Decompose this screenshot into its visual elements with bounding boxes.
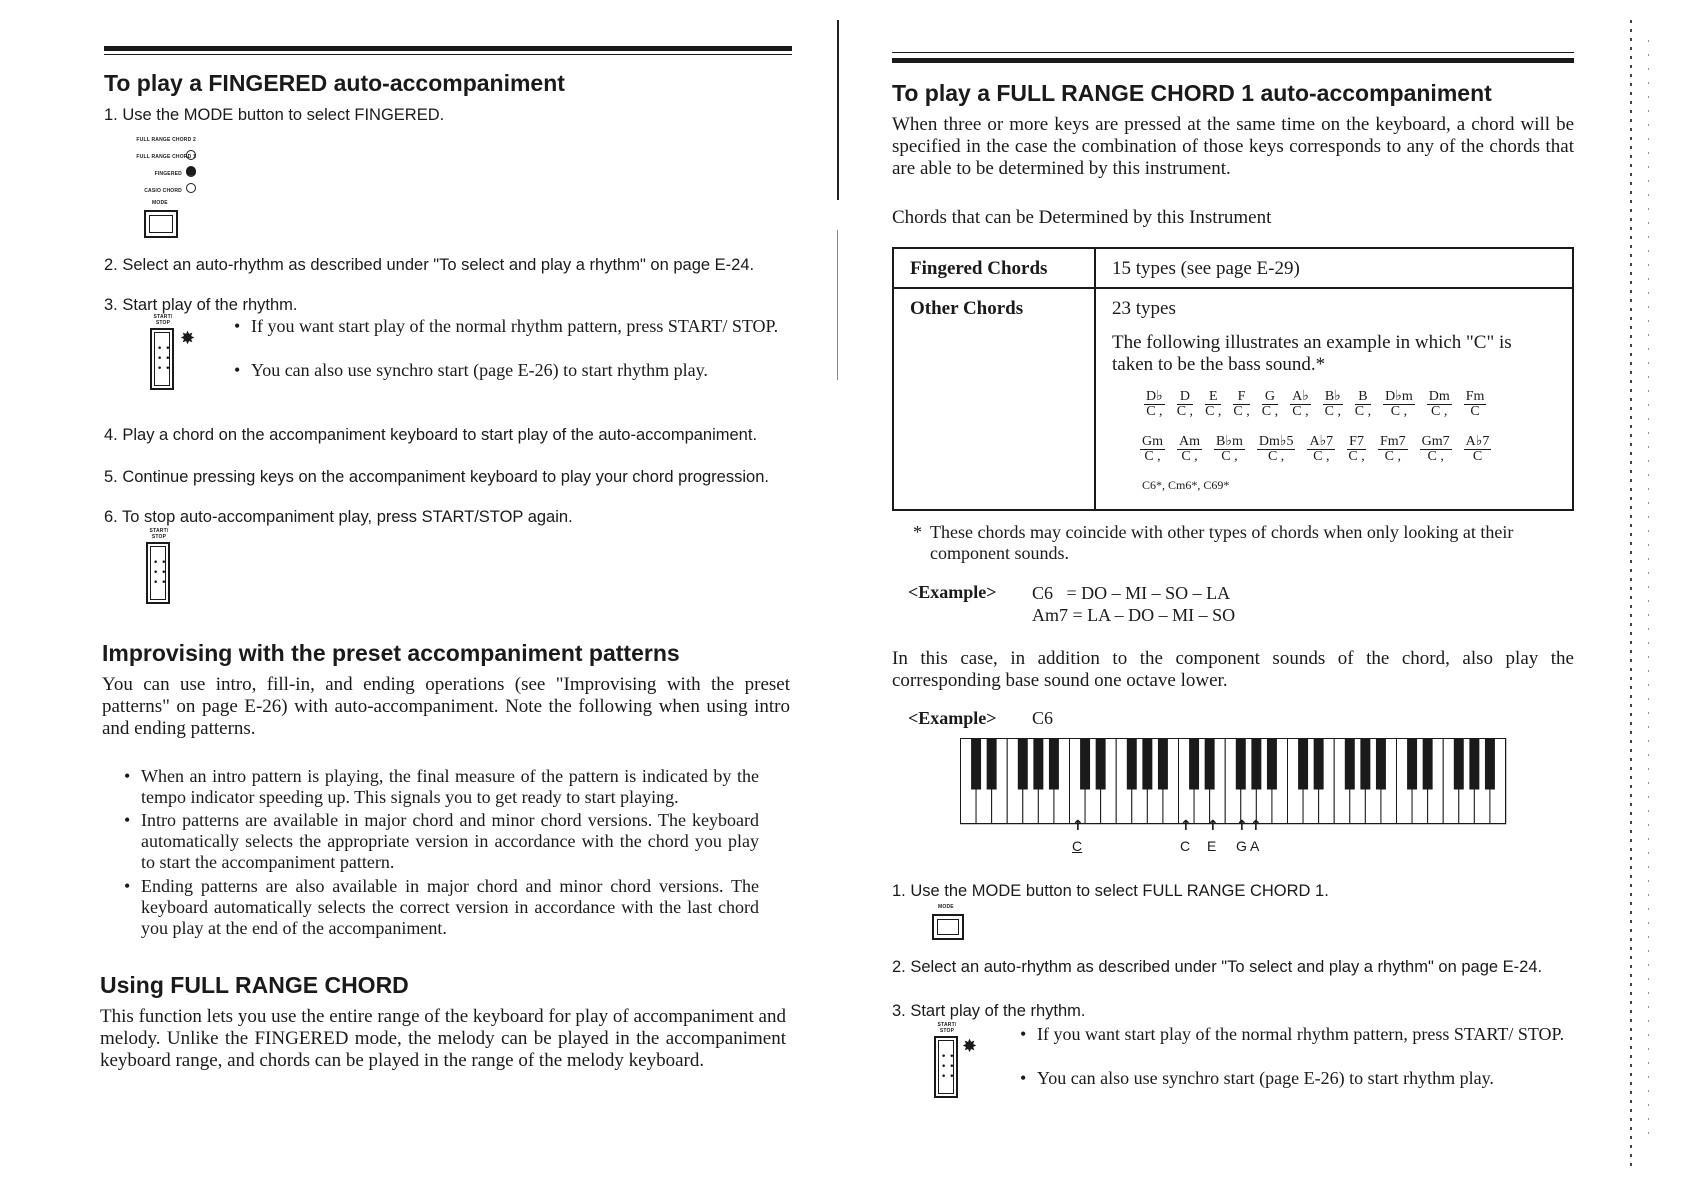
chord-fraction: $\frac{A♭7}{C ,}$: [1309, 434, 1334, 464]
improvising-intro: You can use intro, fill-in, and ending operations (see "Improvising with the preset patterns" on page E-26) with auto-accompaniment. Note the following when using intro and ending patterns.: [102, 674, 790, 739]
table-caption: Chords that can be Determined by this Instrument: [892, 207, 1272, 228]
black-key: [1345, 739, 1355, 790]
chord-fraction: $\frac{D♭m}{C ,}$: [1385, 389, 1413, 419]
example2-label: <Example>: [908, 708, 997, 728]
start-stop-figure: [148, 314, 208, 394]
up-arrow-icon: ↑: [1236, 818, 1248, 834]
black-key: [1298, 739, 1308, 790]
scan-edge: [1648, 40, 1649, 1140]
fingered-step-6: 6. To stop auto-accompaniment play, press START/STOP again.: [104, 508, 573, 526]
chord-fraction: $\frac{Dm♭5}{C ,}$: [1258, 434, 1294, 464]
mode-led-active: [186, 166, 196, 176]
black-key: [1485, 739, 1495, 790]
mode-button[interactable]: [932, 914, 964, 940]
chord-fraction: $\frac{D♭}{C ,}$: [1146, 389, 1163, 419]
black-key: [987, 739, 997, 790]
top-rule-left: [104, 46, 792, 51]
start-stop-figure-3: [932, 1022, 992, 1102]
black-key: [1189, 739, 1199, 790]
start-stop-caption: START/ STOP: [937, 1022, 957, 1034]
chord-fraction: $\frac{Am}{C ,}$: [1179, 434, 1200, 464]
chord-fraction-row: [1140, 435, 1556, 466]
black-key: [1423, 739, 1433, 790]
bullet-item: • Ending patterns are also available in major chord and minor chord versions. The keyboard automatically selects the correct version in accordance with the last chord you play at the end of the accompaniment.: [124, 876, 759, 938]
black-key: [1049, 739, 1059, 790]
fingered-step-3: 3. Start play of the rhythm.: [104, 296, 298, 314]
black-key: [1454, 739, 1464, 790]
fingered-step-5: 5. Continue pressing keys on the accompaniment keyboard to play your chord progression.: [104, 468, 769, 486]
black-key: [1033, 739, 1043, 790]
start-stop-button[interactable]: • • • • • •: [150, 328, 174, 390]
row-label: Fingered Chords: [893, 248, 1095, 288]
mode-label: FULL RANGE CHORD 2: [136, 137, 196, 143]
row-value: 23 types: [1112, 298, 1176, 319]
top-rule-left-thin: [104, 54, 792, 55]
example-label: <Example>: [908, 582, 997, 602]
key-label: C: [1180, 838, 1191, 854]
mode-selector: [130, 128, 210, 246]
keyboard-diagram: [960, 738, 1512, 826]
chord-row-c: C6*, Cm6*, C69*: [1142, 478, 1230, 492]
fingered-heading: To play a FINGERED auto-accompaniment: [104, 70, 565, 96]
black-key: [1018, 739, 1028, 790]
lamp-icon: ✸: [962, 1036, 978, 1057]
black-key: [1205, 739, 1215, 790]
start-stop-button[interactable]: • • • • • •: [146, 542, 170, 604]
black-key: [1158, 739, 1168, 790]
row-desc: The following illustrates an example in which "C" is taken to be the bass sound.*: [1112, 332, 1512, 375]
bullet-item: • Intro patterns are available in major chord and minor chord versions. The keyboard automatically selects the appropriate version in accordance with the chord you play to start the accompaniment pattern.: [124, 810, 759, 872]
key-label: G: [1236, 838, 1247, 854]
full-range-1-intro: When three or more keys are pressed at the same time on the keyboard, a chord will be specified in the case the combination of those keys corresponds to any of the chords that are able to be determined by this instrument.: [892, 114, 1574, 179]
row-label: Other Chords: [893, 288, 1095, 510]
key-label: A: [1250, 838, 1260, 854]
chord-fraction: $\frac{B♭}{C ,}$: [1324, 389, 1341, 419]
top-rule-right: [892, 58, 1574, 63]
black-key: [1314, 739, 1324, 790]
bullet-item: • You can also use synchro start (page E-26) to start rhythm play.: [234, 360, 708, 380]
row-value: 15 types (see page E-29): [1095, 248, 1573, 288]
example-lines: C6 = DO – MI – SO – LA Am7 = LA – DO – MI – SO: [1032, 583, 1236, 625]
chord-fraction: $\frac{Dm}{C ,}$: [1428, 389, 1450, 419]
black-key: [1251, 739, 1261, 790]
start-stop-caption: START/ STOP: [153, 314, 173, 326]
chord-fraction: $\frac{Fm}{C}$: [1465, 389, 1485, 419]
chord-fraction: $\frac{Gm}{C ,}$: [1142, 434, 1163, 464]
chord-fraction: $\frac{A♭7}{C}$: [1465, 434, 1490, 464]
chord-fraction: $\frac{Gm7}{C ,}$: [1421, 434, 1450, 464]
chords-table: [892, 247, 1574, 511]
full-range-heading: Using FULL RANGE CHORD: [100, 972, 409, 998]
chord-fraction: $\frac{F7}{C ,}$: [1348, 434, 1365, 464]
black-key: [1360, 739, 1370, 790]
chord-fraction: $\frac{E}{C ,}$: [1205, 389, 1222, 419]
fr1-step-1: 1. Use the MODE button to select FULL RANGE CHORD 1.: [892, 882, 1329, 900]
black-key: [1127, 739, 1137, 790]
example2-value: C6: [1032, 708, 1054, 728]
gutter-line: [837, 230, 838, 380]
other-chords-cell: [1095, 288, 1573, 510]
full-range-1-heading: To play a FULL RANGE CHORD 1 auto-accompaniment: [892, 80, 1492, 106]
black-key: [1096, 739, 1106, 790]
chord-fraction: $\frac{B♭m}{C ,}$: [1216, 434, 1243, 464]
up-arrow-icon: ↑: [1180, 818, 1192, 834]
bass-text: In this case, in addition to the component sounds of the chord, also play the corresponding base sound one octave lower.: [892, 648, 1574, 691]
fingered-step-1: 1. Use the MODE button to select FINGERED.: [104, 106, 445, 124]
chord-fraction-row: [1144, 390, 1556, 421]
lamp-icon: ✸: [180, 328, 196, 349]
chord-fraction: $\frac{B}{C ,}$: [1354, 389, 1372, 419]
start-stop-button[interactable]: • • • • • •: [934, 1036, 958, 1098]
bullet-item: • When an intro pattern is playing, the final measure of the pattern is indicated by the tempo indicator speeding up. This signals you to get ready to start playing.: [124, 766, 759, 807]
black-key: [1469, 739, 1479, 790]
key-label: C: [1072, 838, 1083, 854]
footnote: * These chords may coincide with other types of chords when only looking at their component sounds.: [913, 522, 1514, 563]
black-key: [1407, 739, 1417, 790]
scan-edge: [1630, 20, 1632, 1170]
bullet-item: • You can also use synchro start (page E-26) to start rhythm play.: [1020, 1068, 1494, 1088]
mode-caption: MODE: [938, 904, 954, 910]
black-key: [1236, 739, 1246, 790]
chord-fraction: $\frac{G}{C ,}$: [1261, 389, 1279, 419]
fingered-step-4: 4. Play a chord on the accompaniment keyboard to start play of the auto-accompaniment.: [104, 426, 758, 444]
up-arrow-icon: ↑: [1072, 818, 1084, 834]
gutter-line: [837, 20, 839, 200]
top-rule-right-thin: [892, 52, 1574, 53]
black-key: [1267, 739, 1277, 790]
key-label: E: [1207, 838, 1217, 854]
improvising-heading: Improvising with the preset accompaniment patterns: [102, 640, 680, 666]
black-key: [1080, 739, 1090, 790]
chord-fraction: $\frac{F}{C ,}$: [1233, 389, 1250, 419]
black-key: [971, 739, 981, 790]
up-arrow-icon: ↑: [1250, 818, 1262, 834]
fr1-step-3: 3. Start play of the rhythm.: [892, 1002, 1086, 1020]
mode-led: [186, 183, 196, 193]
bullet-item: • If you want start play of the normal rhythm pattern, press START/ STOP.: [234, 316, 779, 336]
mode-caption: MODE: [152, 200, 168, 206]
fingered-step-2: 2. Select an auto-rhythm as described under "To select and play a rhythm" on page E-24.: [104, 256, 755, 274]
start-stop-figure-2: [144, 528, 184, 608]
mode-label: FULL RANGE CHORD 1: [136, 154, 196, 160]
black-key: [1142, 739, 1152, 790]
black-key: [1376, 739, 1386, 790]
full-range-body: This function lets you use the entire range of the keyboard for play of accompaniment and melody. Unlike the FINGERED mode, the melody can be played in the accompaniment keyboard range, and chords can be played in the range of the melody keyboard.: [100, 1006, 786, 1071]
fr1-step-2: 2. Select an auto-rhythm as described under "To select and play a rhythm" on page E-24.: [892, 958, 1543, 976]
chord-fraction: $\frac{A♭}{C ,}$: [1292, 389, 1309, 419]
mode-label: FINGERED: [154, 171, 182, 177]
start-stop-caption: START/ STOP: [149, 528, 169, 540]
up-arrow-icon: ↑: [1207, 818, 1219, 834]
mode-button[interactable]: [144, 210, 178, 238]
bullet-item: • If you want start play of the normal rhythm pattern, press START/ STOP.: [1020, 1024, 1565, 1044]
chord-fraction: $\frac{Fm7}{C ,}$: [1379, 434, 1406, 464]
mode-label: CASIO CHORD: [144, 188, 182, 194]
mode-figure: [930, 904, 970, 944]
chord-fraction: $\frac{D}{C ,}$: [1176, 389, 1194, 419]
